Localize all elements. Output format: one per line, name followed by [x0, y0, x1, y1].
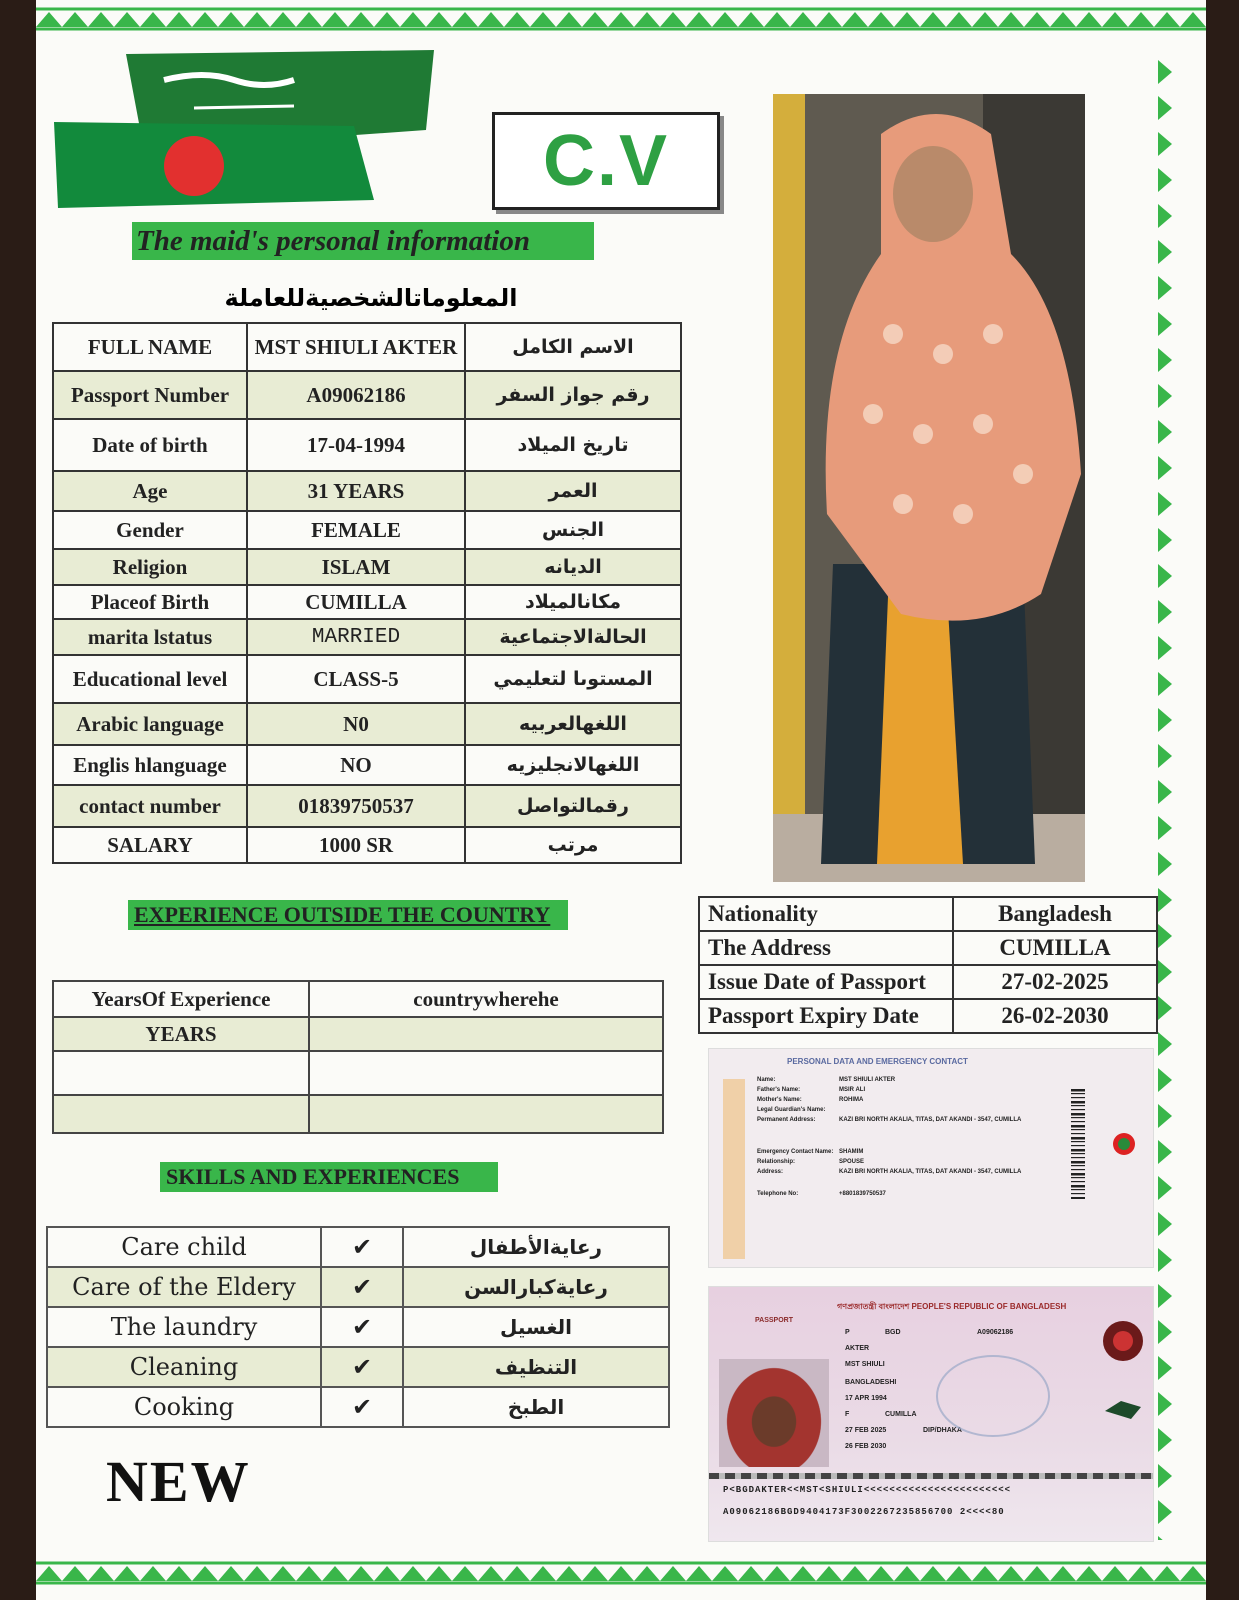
info-label: Educational level	[53, 655, 247, 703]
info-value: 31 YEARS	[247, 471, 465, 511]
emergency-key: Mother's Name:	[757, 1097, 802, 1103]
exp-header-years: YearsOf Experience	[53, 981, 309, 1017]
emergency-key: Emergency Contact Name:	[757, 1149, 834, 1155]
summary-label: Issue Date of Passport	[699, 965, 953, 999]
passport-nationality: BANGLADESHI	[845, 1379, 897, 1386]
info-row	[53, 619, 681, 655]
info-label: contact number	[53, 785, 247, 827]
passport-photo	[719, 1359, 829, 1467]
info-row	[53, 655, 681, 703]
info-label: Passport Number	[53, 371, 247, 419]
passport-summary-table	[698, 896, 1158, 1034]
checkmark-icon: ✔	[321, 1307, 403, 1347]
info-value: FEMALE	[247, 511, 465, 549]
checkmark-icon: ✔	[321, 1267, 403, 1307]
summary-row	[699, 931, 1157, 965]
exp-cell	[53, 1051, 309, 1095]
summary-label: Nationality	[699, 897, 953, 931]
cv-title: C.V	[542, 121, 670, 201]
barcode	[1071, 1089, 1091, 1199]
info-row	[53, 703, 681, 745]
top-border-decoration	[36, 6, 1206, 32]
info-label: Age	[53, 471, 247, 511]
info-arabic-label: رقم جواز السفر	[465, 371, 681, 419]
passport-code: BGD	[885, 1329, 901, 1336]
skill-arabic-label: الغسيل	[403, 1307, 669, 1347]
exp-cell	[53, 1095, 309, 1133]
exp-cell	[309, 1051, 663, 1095]
info-value: 1000 SR	[247, 827, 465, 863]
skill-label: Care child	[47, 1227, 321, 1267]
passport-sex: F	[845, 1411, 850, 1418]
emergency-key: Address:	[757, 1169, 784, 1175]
exp-row-years: YEARS	[53, 1017, 309, 1051]
emergency-value: MST SHIULI AKTER	[839, 1077, 896, 1083]
info-row	[53, 785, 681, 827]
skill-label: Cleaning	[47, 1347, 321, 1387]
info-arabic-label: الاسم الكامل	[465, 323, 681, 371]
summary-row	[699, 965, 1157, 999]
info-label: Englis hlanguage	[53, 745, 247, 785]
exp-header-country: countrywherehe	[309, 981, 663, 1017]
summary-label: Passport Expiry Date	[699, 999, 953, 1033]
emergency-row	[757, 1159, 864, 1165]
skill-row	[47, 1227, 669, 1267]
summary-value: CUMILLA	[953, 931, 1157, 965]
emergency-value: SHAMIM	[839, 1149, 864, 1155]
info-value: NO	[247, 745, 465, 785]
passport-birthplace: CUMILLA	[885, 1411, 917, 1418]
passport-surname: AKTER	[845, 1345, 870, 1352]
section-title-skills: SKILLS AND EXPERIENCES	[160, 1162, 498, 1192]
emergency-row	[757, 1191, 886, 1197]
passport-country-header: গণপ্রজাতন্ত্রী বাংলাদেশ PEOPLE'S REPUBLIC OF BANGLADESH	[837, 1302, 1067, 1311]
summary-row	[699, 897, 1157, 931]
info-label: marita lstatus	[53, 619, 247, 655]
info-label: Date of birth	[53, 419, 247, 471]
emergency-value: MSIR ALI	[839, 1087, 866, 1093]
section-title-experience: EXPERIENCE OUTSIDE THE COUNTRY	[128, 900, 568, 930]
emergency-key: Permanent Address:	[757, 1117, 816, 1123]
info-row	[53, 471, 681, 511]
info-arabic-label: الحالةالاجتماعية	[465, 619, 681, 655]
skill-row	[47, 1307, 669, 1347]
skill-arabic-label: الطبخ	[403, 1387, 669, 1427]
info-value: 01839750537	[247, 785, 465, 827]
info-label: Arabic language	[53, 703, 247, 745]
info-arabic-label: مرتب	[465, 827, 681, 863]
info-arabic-label: الجنس	[465, 511, 681, 549]
exp-cell	[309, 1095, 663, 1133]
info-arabic-label: اللغهالعربيه	[465, 703, 681, 745]
arabic-title: المعلوماتالشخصيةللعاملة	[224, 284, 518, 312]
passport-expiry: 26 FEB 2030	[845, 1443, 887, 1450]
info-row	[53, 419, 681, 471]
skill-arabic-label: التنظيف	[403, 1347, 669, 1387]
passport-map-icon	[1101, 1397, 1145, 1423]
portrait-figure	[773, 94, 1085, 882]
passport-tag: PASSPORT	[755, 1317, 793, 1324]
emergency-value: +8801839750537	[839, 1191, 886, 1197]
emergency-row	[757, 1077, 895, 1083]
info-row	[53, 511, 681, 549]
bottom-border-decoration	[36, 1560, 1206, 1586]
summary-value: 26-02-2030	[953, 999, 1157, 1033]
experience-table	[52, 980, 664, 1134]
info-label: Religion	[53, 549, 247, 585]
skills-table	[46, 1226, 670, 1428]
emergency-value: KAZI BRI NORTH AKALIA, TITAS, DAT AKANDI - 3547, CUMILLA	[839, 1169, 1022, 1175]
passport-watermark	[933, 1351, 1053, 1441]
emergency-value: ROHIMA	[839, 1097, 864, 1103]
ghost-photo-strip	[719, 1079, 749, 1259]
info-arabic-label: المستوىا لتعليمي	[465, 655, 681, 703]
emergency-row	[757, 1117, 1021, 1123]
mrz-line-1: P<BGDAKTER<<MST<SHIULI<<<<<<<<<<<<<<<<<<<<<<<	[723, 1485, 1012, 1495]
info-value: A09062186	[247, 371, 465, 419]
info-arabic-label: الديانه	[465, 549, 681, 585]
personal-info-table	[52, 322, 682, 864]
passport-security-strip	[709, 1473, 1153, 1479]
info-row	[53, 323, 681, 371]
passport-number: A09062186	[977, 1329, 1014, 1336]
info-value: MARRIED	[247, 619, 465, 655]
status-label: NEW	[106, 1449, 251, 1514]
checkmark-icon: ✔	[321, 1347, 403, 1387]
info-row	[53, 549, 681, 585]
skill-row	[47, 1347, 669, 1387]
summary-label: The Address	[699, 931, 953, 965]
checkmark-icon: ✔	[321, 1227, 403, 1267]
info-value: N0	[247, 703, 465, 745]
info-arabic-label: رقمالتواصل	[465, 785, 681, 827]
info-arabic-label: تاريخ الميلاد	[465, 419, 681, 471]
info-arabic-label: اللغهالانجليزيه	[465, 745, 681, 785]
emergency-row	[757, 1107, 839, 1113]
info-arabic-label: مكانالميلاد	[465, 585, 681, 619]
info-value: 17-04-1994	[247, 419, 465, 471]
exp-cell	[309, 1017, 663, 1051]
passport-issue-date: 27 FEB 2025	[845, 1427, 887, 1434]
emergency-row	[757, 1169, 1021, 1175]
passport-emblem-icon	[1101, 1319, 1145, 1363]
passport-dob: 17 APR 1994	[845, 1395, 887, 1402]
passport-given-name: MST SHIULI	[845, 1361, 885, 1368]
emergency-key: Father's Name:	[757, 1087, 801, 1093]
skill-row	[47, 1267, 669, 1307]
passport-authority: DIP/DHAKA	[923, 1427, 962, 1434]
info-label: SALARY	[53, 827, 247, 863]
summary-value: 27-02-2025	[953, 965, 1157, 999]
emergency-key: Legal Guardian's Name:	[757, 1107, 826, 1113]
section-title-personal-info: The maid's personal information	[132, 222, 594, 260]
emergency-contact-card	[708, 1048, 1154, 1268]
passport-type: P	[845, 1329, 850, 1336]
info-row	[53, 745, 681, 785]
passport-data-page	[708, 1286, 1154, 1542]
summary-value: Bangladesh	[953, 897, 1157, 931]
mrz-line-2: A09062186BGD9404173F3002267235856700 2<<<<80	[723, 1507, 1005, 1517]
checkmark-icon: ✔	[321, 1387, 403, 1427]
skill-arabic-label: رعايةكبارالسن	[403, 1267, 669, 1307]
emergency-key: Telephone No:	[757, 1191, 799, 1197]
portrait-photo	[773, 94, 1085, 882]
info-row	[53, 827, 681, 863]
emergency-value: SPOUSE	[839, 1159, 865, 1165]
info-value: MST SHIULI AKTER	[247, 323, 465, 371]
info-value: CUMILLA	[247, 585, 465, 619]
info-value: CLASS-5	[247, 655, 465, 703]
cv-title-box	[492, 112, 720, 210]
skill-label: Care of the Eldery	[47, 1267, 321, 1307]
emergency-card-title: PERSONAL DATA AND EMERGENCY CONTACT	[787, 1057, 968, 1066]
skill-arabic-label: رعايةالأطفال	[403, 1227, 669, 1267]
emblem-icon	[1109, 1129, 1139, 1159]
skill-row	[47, 1387, 669, 1427]
info-label: Gender	[53, 511, 247, 549]
emergency-row	[757, 1149, 863, 1155]
side-border-decoration	[1154, 60, 1184, 1540]
emergency-key: Name:	[757, 1077, 776, 1083]
info-row	[53, 585, 681, 619]
info-arabic-label: العمر	[465, 471, 681, 511]
info-label: Placeof Birth	[53, 585, 247, 619]
info-label: FULL NAME	[53, 323, 247, 371]
emergency-row	[757, 1087, 865, 1093]
emergency-key: Relationship:	[757, 1159, 796, 1165]
flags-graphic	[54, 50, 434, 220]
info-row	[53, 371, 681, 419]
emergency-value: KAZI BRI NORTH AKALIA, TITAS, DAT AKANDI - 3547, CUMILLA	[839, 1117, 1022, 1123]
info-value: ISLAM	[247, 549, 465, 585]
emergency-row	[757, 1097, 863, 1103]
skill-label: The laundry	[47, 1307, 321, 1347]
skill-label: Cooking	[47, 1387, 321, 1427]
summary-row	[699, 999, 1157, 1033]
cv-sheet	[36, 0, 1206, 1600]
